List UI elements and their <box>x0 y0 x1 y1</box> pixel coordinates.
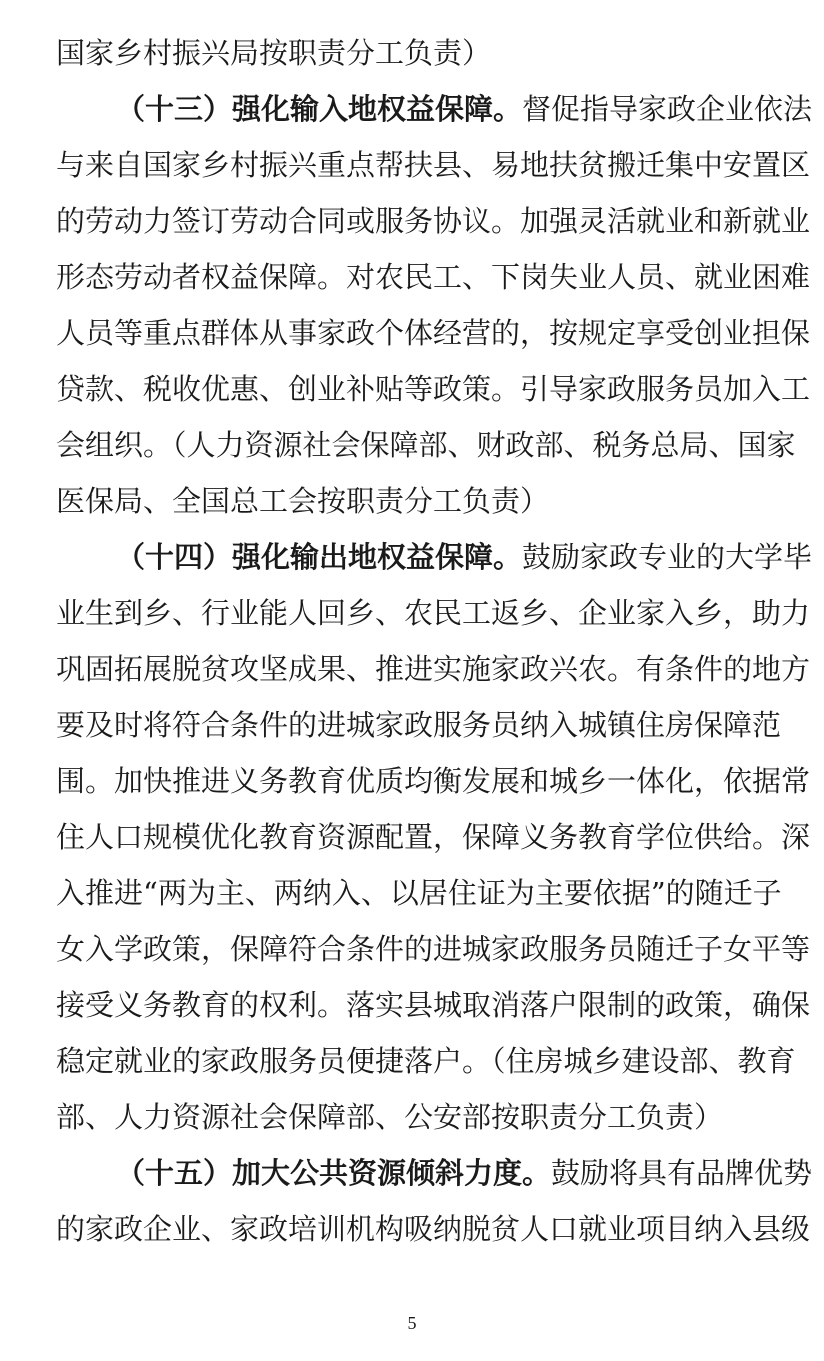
section-13-line: 人员等重点群体从事家政个体经营的，按规定享受创业担保 <box>56 316 811 350</box>
section-13-line: 会组织。（人力资源社会保障部、财政部、税务总局、国家 <box>56 428 796 462</box>
section-14-line: 部、人力资源社会保障部、公安部按职责分工负责） <box>56 1100 724 1134</box>
section-13-line: 与来自国家乡村振兴重点帮扶县、易地扶贫搬迁集中安置区 <box>56 148 811 182</box>
section-14-first-line <box>116 537 813 577</box>
section-13-line: 形态劳动者权益保障。对农民工、下岗失业人员、就业困难 <box>56 260 811 294</box>
section-14-heading: （十四）强化输出地权益保障。 <box>116 540 523 574</box>
section-14-line: 入推进“两为主、两纳入、以居住证为主要依据”的随迁子 <box>56 876 782 910</box>
section-14-line: 接受义务教育的权利。落实县城取消落户限制的政策，确保 <box>56 988 811 1022</box>
section-13-line: 贷款、税收优惠、创业补贴等政策。引导家政服务员加入工 <box>56 372 811 406</box>
section-15-first-line <box>116 1153 813 1193</box>
section-14-line: 围。加快推进义务教育优质均衡发展和城乡一体化，依据常 <box>56 764 811 798</box>
section-13-first-line-text: 督促指导家政企业依法 <box>522 92 813 126</box>
section-15-heading: （十五）加大公共资源倾斜力度。 <box>116 1156 552 1190</box>
section-13-heading: （十三）强化输入地权益保障。 <box>116 92 523 126</box>
page-number: 5 <box>407 1313 417 1333</box>
section-14-line: 要及时将符合条件的进城家政服务员纳入城镇住房保障范 <box>56 708 782 742</box>
intro-tail-line: 国家乡村振兴局按职责分工负责） <box>56 36 492 70</box>
section-14-first-line-text: 鼓励家政专业的大学毕 <box>522 540 813 574</box>
section-14-line: 住人口规模优化教育资源配置，保障义务教育学位供给。深 <box>56 820 811 854</box>
section-15-first-line-text: 鼓励将具有品牌优势 <box>551 1156 813 1190</box>
section-14-line: 业生到乡、行业能人回乡、农民工返乡、企业家入乡，助力 <box>56 596 811 630</box>
section-14-line: 稳定就业的家政服务员便捷落户。（住房城乡建设部、教育 <box>56 1044 796 1078</box>
section-13-line: 的劳动力签订劳动合同或服务协议。加强灵活就业和新就业 <box>56 204 811 238</box>
section-14-line: 女入学政策，保障符合条件的进城家政服务员随迁子女平等 <box>56 932 811 966</box>
section-13-line: 医保局、全国总工会按职责分工负责） <box>56 484 550 518</box>
section-15-line: 的家政企业、家政培训机构吸纳脱贫人口就业项目纳入县级 <box>56 1212 811 1246</box>
section-13-first-line <box>116 89 813 129</box>
section-14-line: 巩固拓展脱贫攻坚成果、推进实施家政兴农。有条件的地方 <box>56 652 811 686</box>
